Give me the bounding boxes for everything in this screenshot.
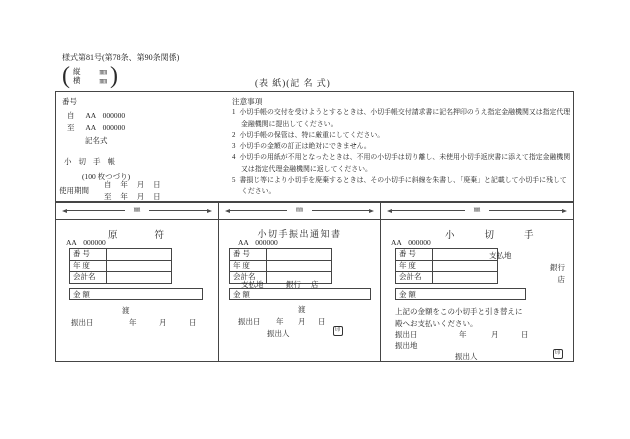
stub-issue-date-label: 振出日 [71, 318, 94, 327]
note-item [232, 130, 572, 141]
field-label-account: 会計名 [70, 272, 107, 283]
serial-to-row [67, 122, 125, 133]
field-value-account [107, 272, 171, 283]
from-serial: AA 000000 [85, 111, 126, 120]
stub-title: 原符 [108, 231, 202, 241]
dimension-line [392, 210, 465, 211]
seal-mark: 印 [333, 326, 343, 336]
month-label: 月 [159, 318, 167, 327]
field-label-number: 番 号 [230, 249, 267, 261]
note-number: 3 [232, 143, 236, 151]
field-label-account: 会計名 [230, 272, 267, 283]
notice-branch-label: 店 [311, 280, 319, 289]
dimension-arrow [381, 202, 573, 220]
notice-serial: AA 000000 [238, 238, 278, 247]
notice-amount-box [229, 288, 371, 300]
field-label-year: 年 度 [396, 261, 433, 273]
cover-type-title: (表 紙)(記 名 式) [255, 78, 331, 88]
field-value-year [433, 261, 497, 273]
note-text: 小切手の用紙が不用となったときは、不用の小切手は切り離し、未使用小切手返戻書に添えて指定金融機関又は指定代理金融機関に返してください。 [239, 154, 571, 173]
check-title: 小切手 [445, 231, 564, 241]
note-text: 小切手の金額の訂正は絶対にできません。 [239, 143, 371, 151]
arrow-right-icon [562, 209, 567, 213]
dimension-unit: ㎜ [473, 206, 481, 214]
year-label: 年 [129, 318, 137, 327]
note-item [232, 175, 572, 198]
arrow-right-icon [369, 209, 374, 213]
note-number: 5 [232, 177, 236, 185]
field-label-number: 番 号 [70, 249, 107, 261]
note-number: 4 [232, 154, 236, 162]
field-value-number [107, 249, 171, 261]
dimension-line [149, 210, 207, 211]
check-body-line1: 上記の金額をこの小切手と引き替えに [395, 307, 523, 316]
usage-to: 至 年 月 日 [104, 192, 161, 201]
amount-label: 金 額 [233, 290, 250, 299]
checkbook-cover-box [55, 91, 574, 202]
check-body-line2: 殿へお支払いください。 [395, 319, 478, 328]
from-label: 自 [67, 111, 75, 120]
month-label: 月 [298, 317, 306, 326]
size-vertical-unit: ㎜ [99, 66, 107, 76]
dimension-arrow [219, 202, 380, 220]
field-label-year: 年 度 [70, 261, 107, 273]
notice-recipient-label: 渡 [298, 305, 306, 314]
to-serial: AA 000000 [85, 123, 126, 132]
stub-panel [56, 202, 219, 361]
check-pay-place-label: 支払地 [489, 251, 512, 260]
check-field-table [395, 248, 498, 284]
check-slips-box [55, 202, 574, 362]
note-number: 2 [232, 131, 236, 139]
day-label: 日 [189, 318, 197, 327]
check-amount-box [395, 288, 526, 300]
check-issuer-label: 振出人 [455, 352, 478, 361]
stub-recipient-label: 渡 [122, 306, 130, 315]
notice-issue-date-label: 振出日 [238, 317, 261, 326]
dimension-unit: ㎜ [133, 206, 141, 214]
checkbook-title: 小切手帳 [64, 157, 122, 166]
year-label: 年 [276, 317, 284, 326]
check-issue-date-label: 振出日 [395, 330, 418, 339]
field-label-number: 番 号 [396, 249, 433, 261]
field-value-year [267, 261, 331, 273]
usage-period-label: 使用期間 [59, 186, 89, 195]
note-item [232, 152, 572, 175]
note-text: 小切手帳の交付を受けようとするときは、小切手帳交付請求書に記名押印のうえ指定金融機関又は指定代理金融機関に提出してください。 [239, 109, 571, 128]
field-label-year: 年 度 [230, 261, 267, 273]
size-horizontal-label: 横 [73, 76, 81, 85]
field-label-account: 会計名 [396, 272, 433, 283]
dimension-line [489, 210, 562, 211]
notes-heading: 注意事項 [232, 97, 263, 106]
note-text: 書損じ等により小切手を廃棄するときは、その小切手に斜線を朱書し、「廃棄」と記載して小切手に残してください。 [239, 177, 567, 196]
check-branch-label: 店 [557, 275, 565, 284]
paper-size-spec [62, 64, 118, 88]
amount-label: 金 額 [399, 290, 416, 299]
arrow-right-icon [207, 209, 212, 213]
number-label: 番号 [62, 97, 77, 106]
amount-label: 金 額 [73, 290, 90, 299]
notice-panel [219, 202, 381, 361]
dimension-arrow [56, 202, 218, 220]
month-label: 月 [491, 330, 499, 339]
notice-pay-place-label: 支払地 [241, 280, 264, 289]
stub-serial: AA 000000 [66, 238, 106, 247]
dimension-line [67, 210, 125, 211]
note-text: 小切手帳の保管は、特に厳重にしてください。 [239, 131, 385, 139]
notice-title: 小切手振出通知書 [257, 229, 342, 239]
bracket-open: ( [62, 63, 70, 89]
field-value-account [433, 272, 497, 283]
field-value-year [107, 261, 171, 273]
stub-field-table [69, 248, 172, 284]
size-vertical-label: 縦 [73, 66, 81, 76]
dimension-unit: ㎜ [296, 206, 303, 214]
day-label: 日 [521, 330, 529, 339]
bracket-close: ) [110, 63, 118, 89]
size-horizontal-unit: ㎜ [99, 76, 107, 85]
dimension-line [230, 210, 287, 211]
note-item [232, 107, 572, 130]
notes-section [232, 96, 572, 198]
check-issue-place-label: 振出地 [395, 341, 418, 350]
seal-mark: 印 [553, 349, 563, 359]
check-serial: AA 000000 [391, 238, 431, 247]
note-number: 1 [232, 109, 236, 117]
field-value-number [433, 249, 497, 261]
checkbook-count: (100 枚つづり) [82, 172, 131, 181]
year-label: 年 [459, 330, 467, 339]
check-panel [381, 202, 573, 361]
field-value-number [267, 249, 331, 261]
usage-from: 自 年 月 日 [104, 180, 161, 189]
to-label: 至 [67, 123, 75, 132]
check-bank-label: 銀行 [550, 263, 565, 272]
notice-issuer-label: 振出人 [267, 329, 290, 338]
form-number: 様式第81号(第78条、第90条関係) [62, 53, 180, 62]
dimension-line [312, 210, 369, 211]
notice-bank-label: 銀行 [286, 280, 301, 289]
stub-amount-box [69, 288, 203, 300]
day-label: 日 [318, 317, 326, 326]
registered-type-label: 記名式 [85, 136, 108, 145]
serial-from-row [67, 110, 125, 121]
note-item [232, 141, 572, 152]
